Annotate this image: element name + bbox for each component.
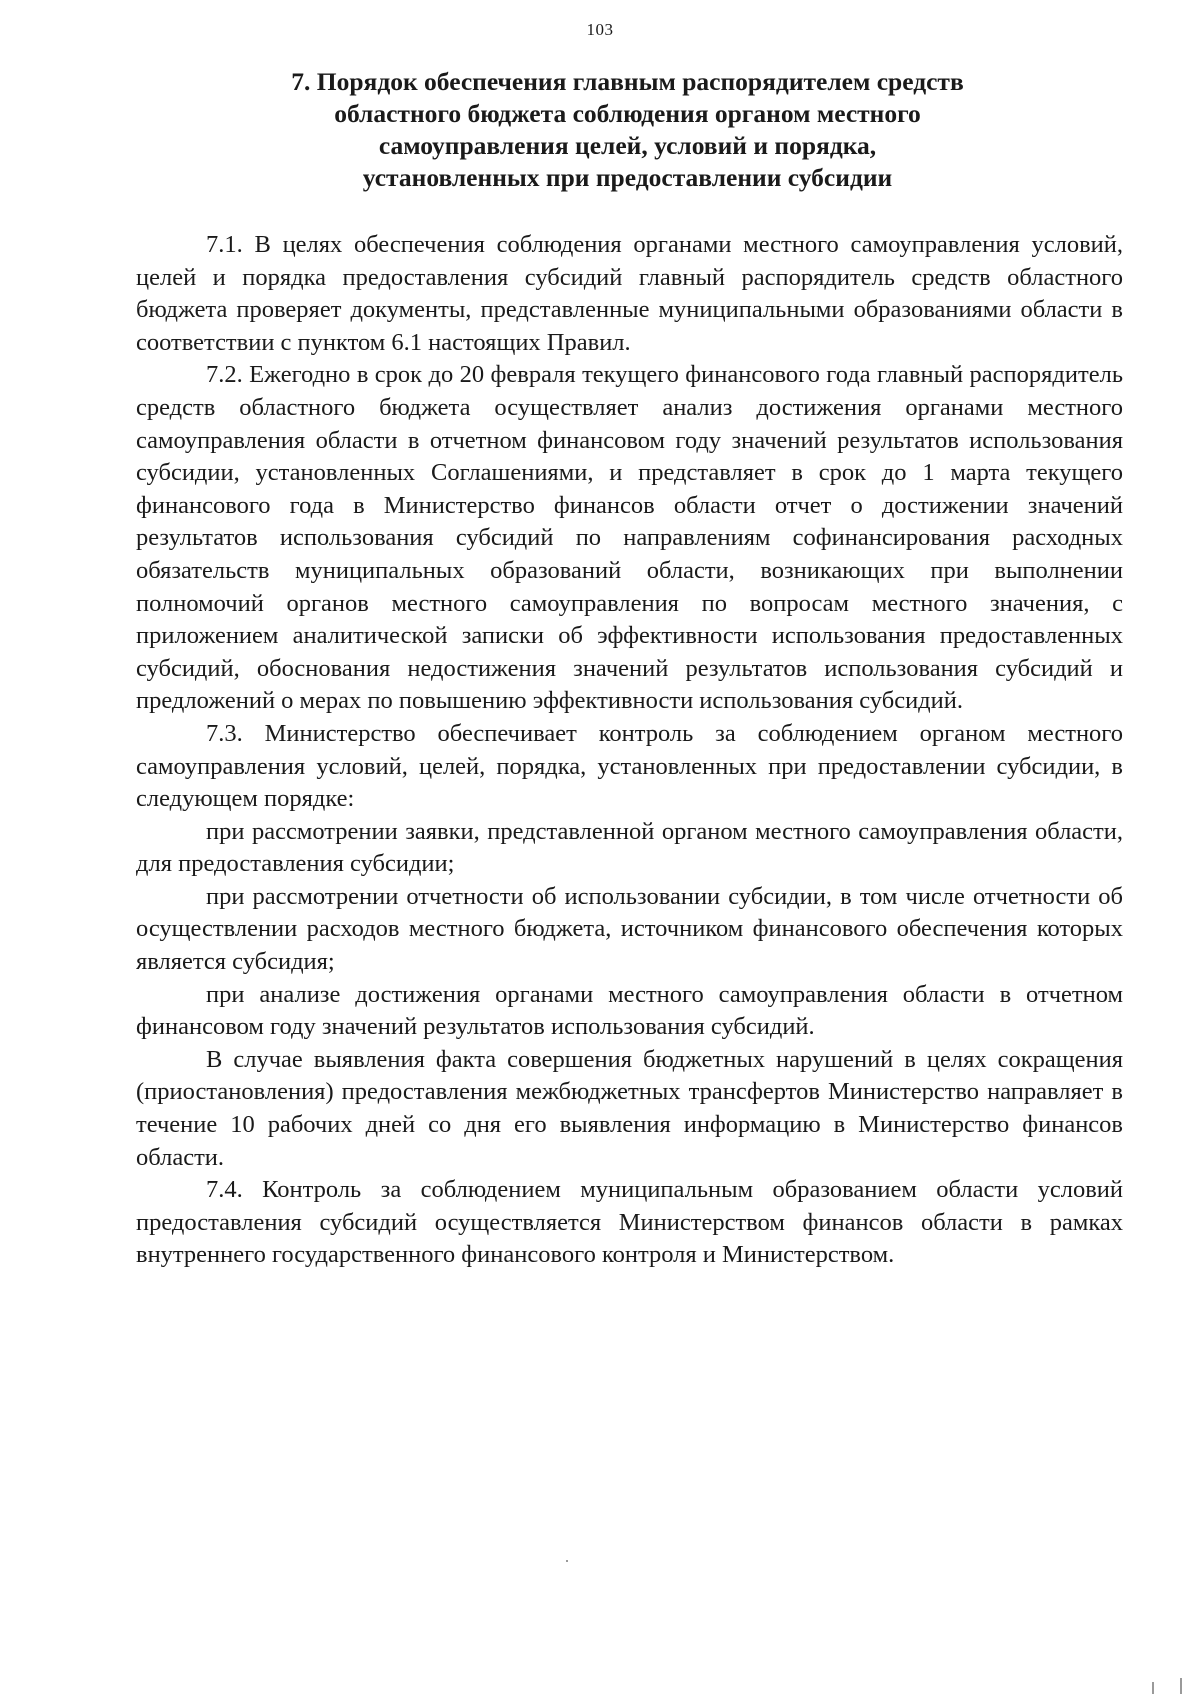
body-text [136,229,1123,1272]
paragraph-7-1: 7.1. В целях обеспечения соблюдения органами местного самоуправления условий, целей и порядка предоставления субсидий главный распорядитель средств областного бюджета проверяет документы, представленные муниципальными образованиями области в соответствии с пунктом 6.1 настоящих Правил. [136,231,1123,356]
page-number: 103 [586,20,614,39]
heading-line: 7. Порядок обеспечения главным распорядителем средств [291,67,964,96]
paragraph-control-reporting: при рассмотрении отчетности об использовании субсидии, в том числе отчетности об осуществлении расходов местного бюджета, источником финансового обеспечения которых является субсидия; [136,882,1123,976]
paragraph-control-application: при рассмотрении заявки, представленной органом местного самоуправления области, для предоставления субсидии; [136,817,1123,878]
scan-edge-mark [1180,1678,1182,1694]
scan-edge-mark [1152,1682,1154,1694]
paragraph-7-2: 7.2. Ежегодно в срок до 20 февраля текущего финансового года главный распорядитель средств областного бюджета осуществляет анализ достижения органами местного самоуправления области в отчетном финансовом году значений результатов использования субсидии, установленных Соглашениями, и представляет в срок до 1 марта текущего финансового года в Министерство финансов области отчет о достижении значений результатов использования субсидий по направлениям софинансирования расходных обязательств муниципальных образований области, возникающих при выполнении полномочий органов местного самоуправления по вопросам местного значения, с приложением аналитической записки об эффективности использования предоставленных субсидий, обоснования недостижения значений результатов использования субсидий и предложений о мерах по повышению эффективности использования субсидий. [136,361,1123,715]
section-heading [150,66,1105,194]
paragraph-violations: В случае выявления факта совершения бюджетных нарушений в целях сокращения (приостановления) предоставления межбюджетных трансфертов Министерство направляет в течение 10 рабочих дней со дня его выявления информацию в Министерство финансов области. [136,1045,1123,1171]
paragraph-control-analysis: при анализе достижения органами местного самоуправления области в отчетном финансовом году значений результатов использования субсидий. [136,980,1123,1041]
paragraph-7-3: 7.3. Министерство обеспечивает контроль за соблюдением органом местного самоуправления условий, целей, порядка, установленных при предоставлении субсидии, в следующем порядке: [136,719,1123,813]
heading-line: установленных при предоставлении субсидии [362,163,893,192]
heading-line: самоуправления целей, условий и порядка, [378,131,877,160]
scan-dot [566,1560,568,1562]
heading-line: областного бюджета соблюдения органом местного [334,99,921,128]
paragraph-7-4: 7.4. Контроль за соблюдением муниципальным образованием области условий предоставления субсидий осуществляется Министерством финансов области в рамках внутреннего государственного финансового контроля и Министерством. [136,1176,1123,1269]
